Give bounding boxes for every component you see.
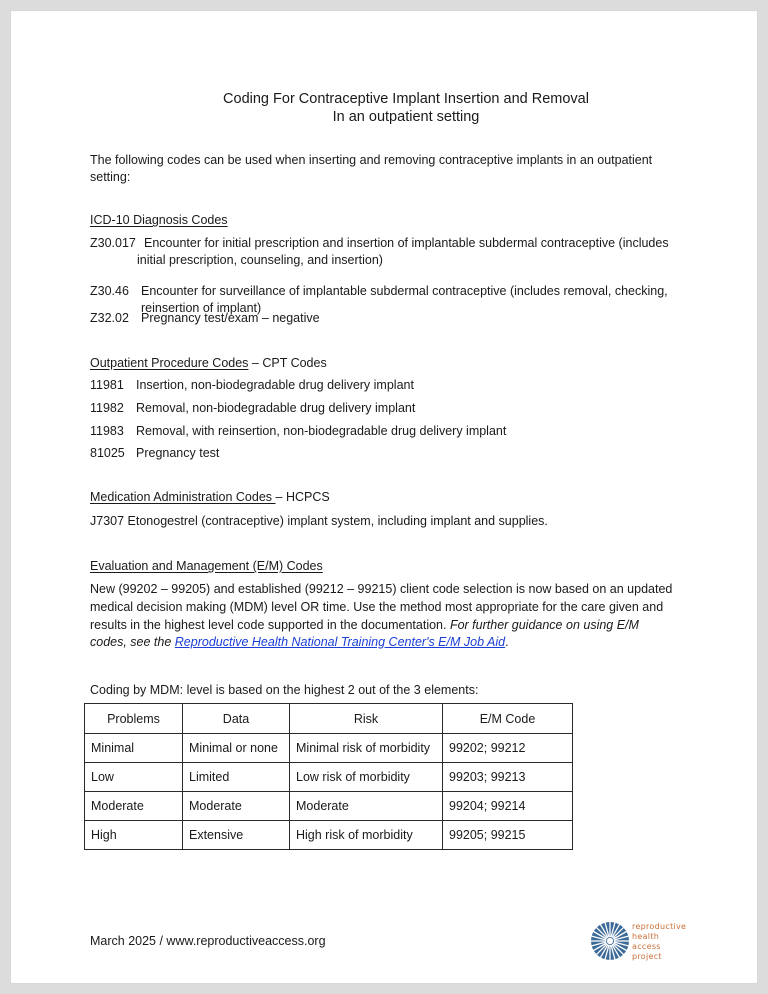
table-row — [85, 821, 573, 850]
icd10-code: Z30.46 — [90, 284, 129, 298]
mdm-caption-rest: : level is based on the highest 2 out of the 3 elements: — [179, 683, 479, 697]
cell-risk: Moderate — [290, 792, 443, 821]
column-header-em-code: E/M Code — [443, 704, 573, 734]
intro-line-1: The following codes can be used when inserting and removing contraceptive implants in an outpatient — [90, 153, 653, 167]
cpt-code: 11983 — [90, 424, 124, 438]
cpt-desc: Insertion, non-biodegradable drug delivery implant — [136, 378, 414, 392]
cell-em-code: 99204; 99214 — [443, 792, 573, 821]
cell-em-code: 99203; 99213 — [443, 763, 573, 792]
icd10-desc-cont: reinsertion of implant) — [141, 301, 262, 315]
intro-line-2: setting: — [90, 170, 131, 184]
table-row — [85, 792, 573, 821]
em-heading: Evaluation and Management (E/M) Codes — [90, 559, 323, 573]
icd10-desc-cont: initial prescription, counseling, and insertion) — [137, 253, 383, 267]
cpt-code: 81025 — [90, 446, 125, 460]
logo-text — [632, 922, 686, 962]
logo-line: reproductive — [632, 922, 687, 931]
mdm-table — [84, 703, 573, 850]
em-job-aid-link[interactable]: Reproductive Health National Training Center's E/M Job Aid — [174, 635, 506, 649]
mdm-caption — [90, 682, 478, 699]
em-paragraph-line: medical decision making (MDM) level OR time. Use the method most appropriate for the care given and — [90, 600, 664, 614]
table-row — [85, 763, 573, 792]
em-paragraph-line — [90, 634, 509, 651]
logo-line: health — [632, 932, 660, 941]
hcpcs-heading-row — [90, 489, 330, 506]
cpt-code: 11981 — [90, 378, 124, 392]
icd10-item — [90, 310, 320, 327]
table-row — [85, 734, 573, 763]
cell-risk: Low risk of morbidity — [290, 763, 443, 792]
icd10-desc: Encounter for initial prescription and insertion of implantable subdermal contraceptive (includes — [144, 236, 669, 250]
icd10-item — [90, 283, 668, 300]
hcpcs-heading: Medication Administration Codes — [90, 490, 276, 504]
logo-line: access — [632, 942, 661, 951]
cell-problems: Low — [85, 763, 183, 792]
mdm-caption-bold: Coding by MDM — [90, 683, 180, 697]
cpt-desc: Removal, non-biodegradable drug delivery implant — [136, 401, 416, 415]
logo-line: project — [632, 952, 662, 961]
cpt-heading-suffix: – CPT Codes — [248, 356, 327, 370]
document-subtitle: In an outpatient setting — [332, 109, 480, 125]
column-header-problems: Problems — [85, 704, 183, 734]
cell-risk: Minimal risk of morbidity — [290, 734, 443, 763]
column-header-risk: Risk — [290, 704, 443, 734]
sunburst-logo-icon — [590, 921, 630, 961]
cell-problems: High — [85, 821, 183, 850]
document-page — [11, 11, 757, 983]
cell-data: Extensive — [183, 821, 290, 850]
cpt-code: 11982 — [90, 401, 124, 415]
cell-em-code: 99205; 99215 — [443, 821, 573, 850]
em-text: results in the highest level code supported in the documentation. — [90, 618, 450, 632]
cell-problems: Moderate — [85, 792, 183, 821]
em-paragraph-line — [90, 617, 639, 634]
cell-data: Limited — [183, 763, 290, 792]
cpt-heading-row — [90, 355, 327, 372]
cpt-item — [90, 400, 415, 417]
em-guidance-text: For further guidance on using E/M — [449, 618, 639, 632]
em-paragraph-line: New (99202 – 99205) and established (99212 – 99215) client code selection is now based on an updated — [90, 582, 673, 596]
em-guidance-text: codes, see the — [90, 635, 175, 649]
em-period: . — [505, 635, 509, 649]
icd10-code: Z30.017 — [90, 236, 136, 250]
cpt-item — [90, 423, 506, 440]
cell-problems: Minimal — [85, 734, 183, 763]
cpt-item — [90, 445, 219, 462]
cpt-desc: Removal, with reinsertion, non-biodegradable drug delivery implant — [136, 424, 507, 438]
cell-data: Moderate — [183, 792, 290, 821]
icd10-desc: Encounter for surveillance of implantable subdermal contraceptive (includes removal, checking, — [141, 284, 668, 298]
column-header-data: Data — [183, 704, 290, 734]
document-title: Coding For Contraceptive Implant Insertion and Removal — [223, 91, 589, 107]
cpt-heading: Outpatient Procedure Codes — [90, 356, 249, 370]
footer-text: March 2025 / www.reproductiveaccess.org — [90, 934, 326, 948]
cell-data: Minimal or none — [183, 734, 290, 763]
icd10-heading: ICD-10 Diagnosis Codes — [90, 213, 228, 227]
cpt-desc: Pregnancy test — [136, 446, 220, 460]
cpt-item — [90, 377, 414, 394]
table-header-row — [85, 704, 573, 734]
cell-em-code: 99202; 99212 — [443, 734, 573, 763]
hcpcs-item: J7307 Etonogestrel (contraceptive) implant system, including implant and supplies. — [90, 514, 548, 528]
cell-risk: High risk of morbidity — [290, 821, 443, 850]
icd10-desc: Pregnancy test/exam – negative — [141, 311, 320, 325]
icd10-item — [90, 235, 669, 252]
hcpcs-heading-suffix: – HCPCS — [275, 490, 330, 504]
icd10-code: Z32.02 — [90, 311, 129, 325]
